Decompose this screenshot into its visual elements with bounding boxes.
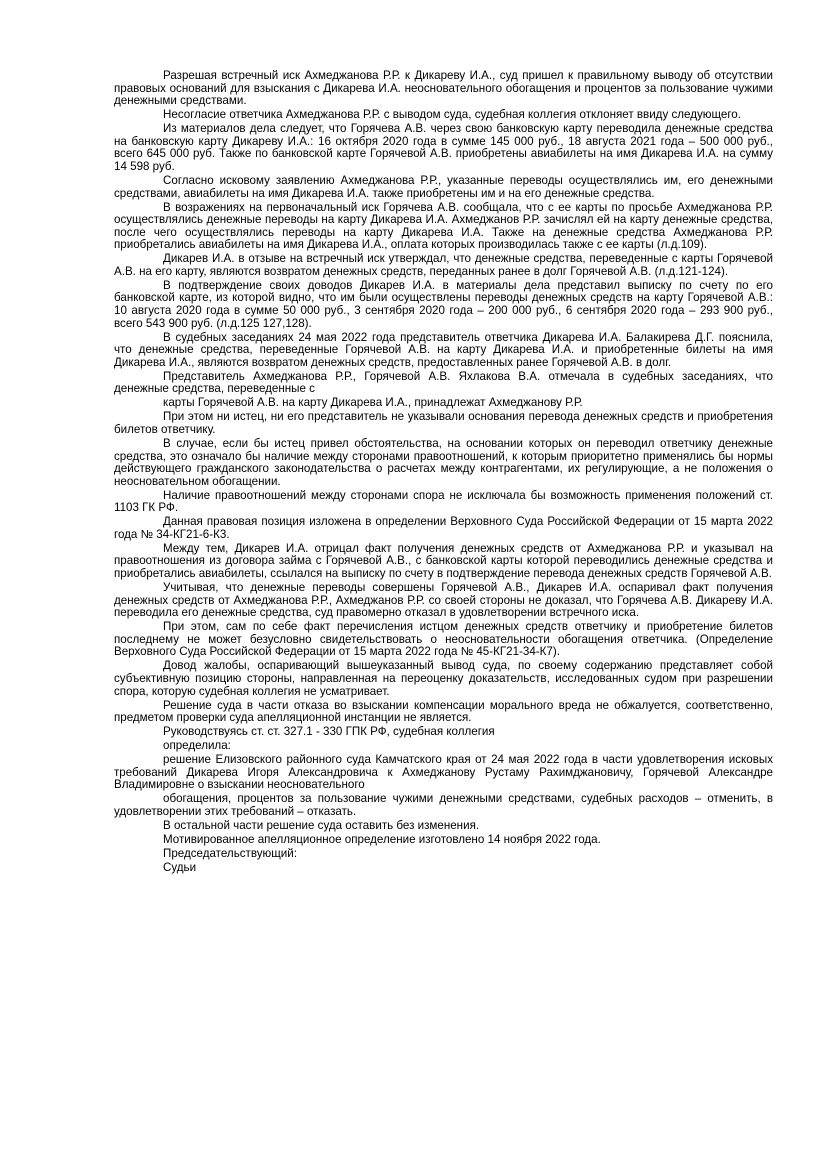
- signature-presiding: Председательствующий:: [163, 846, 297, 860]
- paragraph-case-materials: Из материалов дела следует, что Горячева А.В. через свою банковскую карту переводила денежные средства на банковскую карту Дикареву И.А.: 16 октября 2020 года в сумме 145 000 руб., 18 августа 2021 года – 500 000 руб., всего 645 000 руб. Также по банковской карте Горячевой А.В. приобретены авиабилеты на имя Дикарева И.А. на сумму 14 598 руб.: [114, 122, 773, 173]
- paragraph-moral-damage: Решение суда в части отказа во взыскании компенсации морального вреда не обжалуется, соответственно, предметом проверки суда апелляционной инстанции не является.: [114, 698, 773, 725]
- paragraph-no-grounds: При этом ни истец, ни его представитель не указывали основания перевода денежных средств и приобретения билетов ответчику.: [114, 410, 773, 436]
- paragraph-legal-position: Данная правовая позиция изложена в определении Верховного Суда Российской Федерации от 15 марта 2022 года № 34-КГ21-6-К3.: [114, 515, 773, 541]
- paragraph-decision: решение Елизовского районного суда Камчатского края от 24 мая 2022 года в части удовлетворения исковых требований Дикарева Игоря Александровича к Ахмеджанову Рустаму Рахимджановичу, Горячевой Александре Владимировне о взыскании неосновательного: [114, 753, 773, 792]
- paragraph-hypothetical: В случае, если бы истец привел обстоятельства, на основании которых он переводил ответчику денежные средства, это означало бы наличие между сторонами правоотношений, к которым приоритетно применялись бы нормы действующего гражданского законодательства о расчетах между контрагентами, их регулирующие, а не положения о неосновательном обогащении.: [114, 436, 773, 488]
- paragraph-appeal-argument: Довод жалобы, оспаривающий вышеуказанный вывод суда, по своему содержанию представляет собой субъективную позицию стороны, направленная на переоценку доказательств, исследованных судом при разрешении спора, которую судебная коллегия не усматривает.: [114, 659, 773, 698]
- document-page: [114, 70, 773, 876]
- paragraph-disagreement: Несогласие ответчика Ахмеджанова Р.Р. с выводом суда, судебная коллегия отклоняет ввиду следующего.: [163, 108, 741, 122]
- paragraph-transfer-fact: При этом, сам по себе факт перечисления истцом денежных средств ответчику и приобретение билетов последнему не может безусловно свидетельствовать о неосновательности обогащения ответчика. (Определение Верховного Суда Российской Федерации от 15 марта 2022 года № 45-КГ21-34-К7).: [114, 620, 773, 659]
- paragraph-counterclaim-conclusion: Разрешая встречный иск Ахмеджанова Р.Р. к Дикареву И.А., суд пришел к правильному выводу об отсутствии правовых оснований для взыскания с Дикарева И.А. неосновательного обогащения и процентов за пользование чужими денежными средствами.: [114, 69, 773, 108]
- paragraph-claim-statement: Согласно исковому заявлению Ахмеджанова Р.Р., указанные переводы осуществлялись им, его денежными средствами, авиабилеты на имя Дикарева И.А. также приобретены им и на его денежные средства.: [114, 173, 773, 200]
- paragraph-representative-continued: карты Горячевой А.В. на карту Дикарева И.А., принадлежат Ахмеджанову Р.Р.: [163, 396, 583, 410]
- paragraph-representative: Представитель Ахмеджанова Р.Р., Горячевой А.В. Яхлакова В.А. отмечала в судебных заседаниях, что денежные средства, переведенные с: [114, 369, 773, 396]
- paragraph-motivated-date: Мотивированное апелляционное определение изготовлено 14 ноября 2022 года.: [163, 832, 601, 846]
- paragraph-art-1103: Наличие правоотношений между сторонами спора не исключала бы возможность применения положений ст. 1103 ГК РФ.: [114, 488, 773, 515]
- paragraph-response: Дикарев И.А. в отзыве на встречный иск утверждал, что денежные средства, переведенные с карты Горячевой А.В. на его карту, являются возвратом денежных средств, переданных ранее в долг Горячевой А.В. (л.д.121-124).: [114, 252, 773, 278]
- paragraph-considering: Учитывая, что денежные переводы совершены Горячевой А.В., Дикарев И.А. оспаривал факт получения денежных средств от Ахмеджанова Р.Р., Ахмеджанов Р.Р. со своей стороны не доказал, что Горячева А.В. Дикареву И.А. переводила его денежные средства, суд правомерно отказал в удовлетворении встречного иска.: [114, 581, 773, 620]
- paragraph-remaining-part: В остальной части решение суда оставить без изменения.: [163, 818, 480, 832]
- paragraph-bank-statement: В подтверждение своих доводов Дикарев И.А. в материалы дела представил выписку по счету по его банковской карте, из которой видно, что им были осуществлены переводы денежных средств на карту Горячевой А.В.: 10 августа 2020 года в сумме 50 000 руб., 3 сентября 2020 года – 200 000 руб., 6 сентября 2020 года – 293 900 руб., всего 543 900 руб. (л.д.125 127,128).: [114, 278, 773, 330]
- paragraph-guided-by: Руководствуясь ст. ст. 327.1 - 330 ГПК РФ, судебная коллегия: [163, 725, 495, 739]
- paragraph-ruled: определила:: [163, 739, 231, 753]
- paragraph-hearings: В судебных заседаниях 24 мая 2022 года представитель ответчика Дикарева И.А. Балакирева Д.Г. пояснила, что денежные средства, переведенные Горячевой А.В. на карту Дикарева И.А. и приобретенные билеты на имя Дикарева И.А., являются возвратом денежных средств, предоставленных ранее Горячевой А.В. в долг.: [114, 330, 773, 369]
- paragraph-objections: В возражениях на первоначальный иск Горячева А.В. сообщала, что с ее карты по просьбе Ахмеджанова Р.Р. осуществлялись денежные переводы на карту Дикарева И.А. Ахмеджанов Р.Р. зачислял ей на карту денежные средства, после чего осуществлялись переводы на карту Дикарева И.А. Также на денежные средства Ахмеджанова Р.Р. приобретались авиабилеты на имя Дикарева И.А., оплата которых производилась также с ее карты (л.д.109).: [114, 200, 773, 252]
- paragraph-meanwhile: Между тем, Дикарев И.А. отрицал факт получения денежных средств от Ахмеджанова Р.Р. и указывал на правоотношения из договора займа с Горячевой А.В., с банковской карты которой переводились денежные средства и приобретались авиабилеты, ссылался на выписку по счету в подтверждение перевода денежных средств Горячевой А.В.: [114, 541, 773, 581]
- signature-judges: Судьи: [163, 860, 197, 874]
- paragraph-decision-continued: обогащения, процентов за пользование чужими денежными средствами, судебных расходов – отменить, в удовлетворении этих требований – отказать.: [114, 792, 773, 818]
